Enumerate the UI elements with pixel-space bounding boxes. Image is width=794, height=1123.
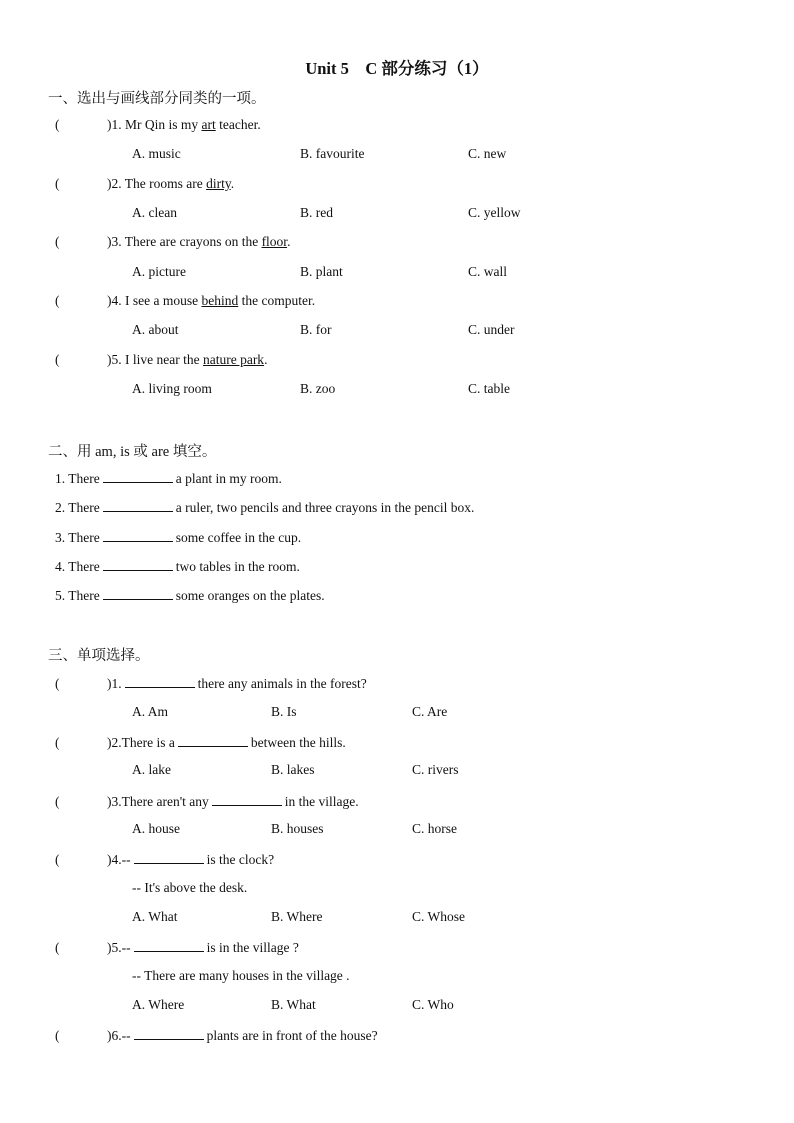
question-text-post: is in the village ? xyxy=(206,940,299,955)
option-c: C. Are xyxy=(412,704,448,719)
answer-paren-close: ) xyxy=(107,852,112,867)
question-number: 3. xyxy=(111,234,122,249)
fill-item-rest: some oranges on the plates. xyxy=(175,588,325,603)
answer-blank[interactable] xyxy=(178,733,248,747)
answer-paren-open[interactable]: ( xyxy=(55,352,60,367)
option-b: B. for xyxy=(300,322,332,337)
fill-item-4 xyxy=(55,557,300,575)
question-text-pre: Mr Qin is my xyxy=(121,117,202,132)
underlined-word: nature park xyxy=(202,352,265,367)
answer-paren-close: ) xyxy=(107,117,112,132)
fill-item-start: 2. There xyxy=(55,500,100,515)
fill-item-rest: a plant in my room. xyxy=(175,471,282,486)
question-text-pre: I see a mouse xyxy=(121,293,202,308)
option-b: B. Is xyxy=(271,704,297,719)
question-text-post: . xyxy=(230,176,235,191)
question-text-pre: There aren't any xyxy=(121,794,209,809)
option-b: B. lakes xyxy=(271,762,315,777)
underlined-word: floor xyxy=(261,234,288,249)
answer-blank[interactable] xyxy=(103,528,173,542)
answer-blank[interactable] xyxy=(134,850,204,864)
question-number: 2. xyxy=(111,735,122,750)
option-b: B. red xyxy=(300,205,333,220)
s1-question-4 xyxy=(55,293,315,309)
question-text-post: between the hills. xyxy=(250,735,346,750)
option-b: B. Where xyxy=(271,909,323,924)
option-a: A. living room xyxy=(132,381,212,396)
question-text-pre: -- xyxy=(121,852,131,867)
underlined-word: behind xyxy=(201,293,239,308)
question-text-post: the computer. xyxy=(238,293,316,308)
question-text-post: . xyxy=(264,352,268,367)
fill-item-rest: two tables in the room. xyxy=(175,559,300,574)
question-text-post: plants are in front of the house? xyxy=(206,1028,378,1043)
answer-blank[interactable] xyxy=(103,498,173,512)
question-number: 5. xyxy=(111,352,122,367)
answer-paren-open[interactable]: ( xyxy=(55,176,60,191)
question-number: 4. xyxy=(111,852,122,867)
s1-question-2 xyxy=(55,176,234,192)
fill-item-start: 5. There xyxy=(55,588,100,603)
question-number: 1. xyxy=(111,676,122,691)
question-text-pre: -- xyxy=(121,1028,131,1043)
question-text-pre: -- xyxy=(121,940,131,955)
option-b: B. zoo xyxy=(300,381,336,396)
question-number: 1. xyxy=(111,117,122,132)
answer-paren-open[interactable]: ( xyxy=(55,735,60,750)
s1-question-1 xyxy=(55,117,261,133)
fill-item-5 xyxy=(55,586,325,604)
answer-paren-close: ) xyxy=(107,940,112,955)
option-a: A. music xyxy=(132,146,181,161)
answer-blank[interactable] xyxy=(103,469,173,483)
option-b: B. What xyxy=(271,997,316,1012)
question-text-post: is the clock? xyxy=(206,852,275,867)
s3-question-6 xyxy=(55,1026,378,1044)
option-a: A. picture xyxy=(132,264,186,279)
question-text-post: in the village. xyxy=(284,794,359,809)
option-b: B. plant xyxy=(300,264,343,279)
option-c: C. wall xyxy=(468,264,507,279)
option-c: C. horse xyxy=(412,821,457,836)
underlined-word: dirty xyxy=(206,176,231,191)
section-1-heading: 一、选出与画线部分同类的一项。 xyxy=(48,91,266,107)
question-number: 6. xyxy=(111,1028,122,1043)
answer-paren-open[interactable]: ( xyxy=(55,234,60,249)
answer-paren-close: ) xyxy=(107,1028,112,1043)
question-number: 2. xyxy=(111,176,122,191)
option-a: A. lake xyxy=(132,762,171,777)
answer-paren-open[interactable]: ( xyxy=(55,794,60,809)
question-text-pre: There is a xyxy=(121,735,175,750)
answer-blank[interactable] xyxy=(134,938,204,952)
option-a: A. about xyxy=(132,322,179,337)
question-number: 4. xyxy=(111,293,122,308)
option-c: C. yellow xyxy=(468,205,521,220)
dialogue-reply: -- It's above the desk. xyxy=(132,880,248,895)
question-number: 3. xyxy=(111,794,122,809)
fill-item-3 xyxy=(55,528,301,546)
option-a: A. house xyxy=(132,821,180,836)
option-a: A. Am xyxy=(132,704,169,719)
option-a: A. clean xyxy=(132,205,177,220)
fill-item-start: 1. There xyxy=(55,471,100,486)
fill-item-start: 4. There xyxy=(55,559,100,574)
option-c: C. table xyxy=(468,381,510,396)
section-2-heading: 二、用 am, is 或 are 填空。 xyxy=(48,444,217,460)
option-a: A. Where xyxy=(132,997,185,1012)
answer-blank[interactable] xyxy=(134,1026,204,1040)
answer-paren-close: ) xyxy=(107,735,112,750)
option-c: C. new xyxy=(468,146,507,161)
answer-paren-open[interactable]: ( xyxy=(55,1028,60,1043)
question-text-post: teacher. xyxy=(215,117,261,132)
s3-question-1 xyxy=(55,674,367,692)
fill-item-rest: some coffee in the cup. xyxy=(175,530,302,545)
dialogue-reply: -- There are many houses in the village . xyxy=(132,968,350,983)
answer-blank[interactable] xyxy=(103,557,173,571)
option-c: C. rivers xyxy=(412,762,459,777)
answer-paren-open[interactable]: ( xyxy=(55,852,60,867)
answer-paren-close: ) xyxy=(107,794,112,809)
answer-paren-close: ) xyxy=(107,234,112,249)
answer-paren-open[interactable]: ( xyxy=(55,117,60,132)
fill-item-rest: a ruler, two pencils and three crayons in the pencil box. xyxy=(175,500,475,515)
question-text-post: . xyxy=(287,234,291,249)
answer-blank[interactable] xyxy=(103,586,173,600)
answer-paren-close: ) xyxy=(107,293,112,308)
option-b: B. houses xyxy=(271,821,324,836)
fill-item-start: 3. There xyxy=(55,530,100,545)
option-c: C. Whose xyxy=(412,909,465,924)
s1-question-3 xyxy=(55,234,290,250)
option-c: C. Who xyxy=(412,997,454,1012)
answer-paren-open[interactable]: ( xyxy=(55,293,60,308)
s3-question-3 xyxy=(55,792,359,810)
option-b: B. favourite xyxy=(300,146,365,161)
page-title: Unit 5 C 部分练习（1） xyxy=(305,59,489,78)
question-text-pre: The rooms are xyxy=(121,176,207,191)
underlined-word: art xyxy=(201,117,216,132)
answer-paren-close: ) xyxy=(107,676,112,691)
s1-question-5 xyxy=(55,352,267,368)
fill-item-1 xyxy=(55,469,282,487)
option-c: C. under xyxy=(468,322,515,337)
answer-blank[interactable] xyxy=(212,792,282,806)
answer-paren-open[interactable]: ( xyxy=(55,940,60,955)
answer-paren-close: ) xyxy=(107,176,112,191)
question-text-pre: There are crayons on the xyxy=(121,234,262,249)
answer-paren-open[interactable]: ( xyxy=(55,676,60,691)
fill-item-2 xyxy=(55,498,474,516)
section-3-heading: 三、单项选择。 xyxy=(48,648,150,664)
question-number: 5. xyxy=(111,940,122,955)
question-text-post: there any animals in the forest? xyxy=(197,676,367,691)
s3-question-2 xyxy=(55,733,346,751)
answer-blank[interactable] xyxy=(125,674,195,688)
question-text-pre: I live near the xyxy=(121,352,203,367)
option-a: A. What xyxy=(132,909,178,924)
answer-paren-close: ) xyxy=(107,352,112,367)
s3-question-5 xyxy=(55,938,299,956)
s3-question-4 xyxy=(55,850,274,868)
